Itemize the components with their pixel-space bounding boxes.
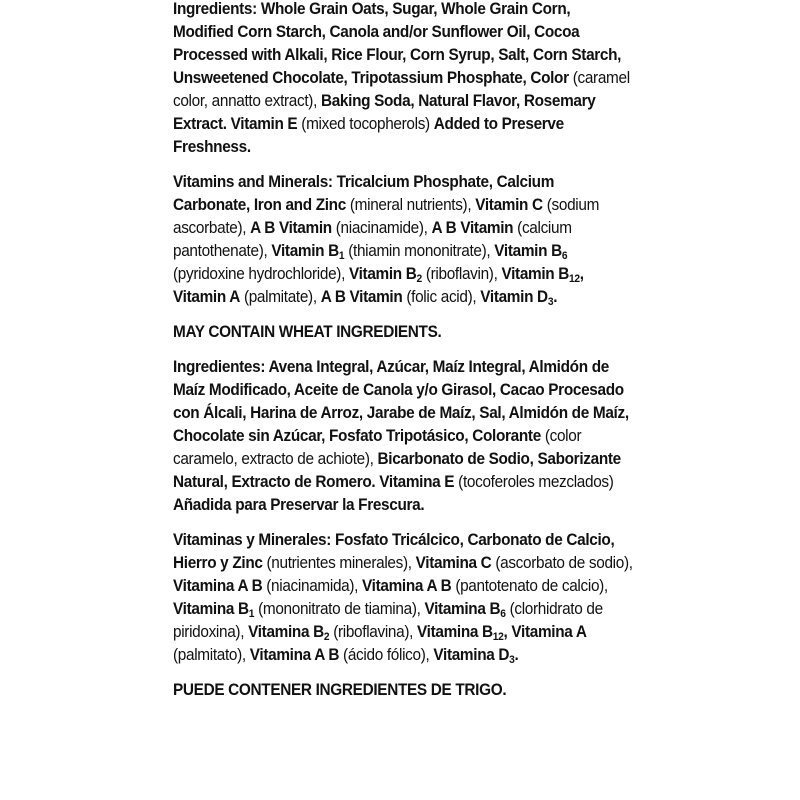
subscript-text: 1 xyxy=(248,608,255,620)
bold-text: A B Vitamin xyxy=(250,219,332,237)
plain-text: (pyridoxine hydrochloride), xyxy=(173,265,349,283)
bold-text: Vitamin B xyxy=(501,265,570,283)
bold-text: Added to Preserve Freshness. xyxy=(173,115,564,156)
plain-text: (folic acid), xyxy=(402,288,481,306)
bold-text: . xyxy=(514,646,519,664)
bold-text: Vitamina A B xyxy=(249,646,340,664)
plain-text: (pantotenato de calcio), xyxy=(451,577,608,595)
bold-text: Vitamin C xyxy=(475,196,543,214)
paragraph-allergen-en xyxy=(173,321,633,344)
plain-text: (niacinamida), xyxy=(262,577,363,595)
subscript-text: 2 xyxy=(416,273,422,285)
bold-text: Vitamina A B xyxy=(173,577,263,595)
bold-text: . xyxy=(553,288,558,306)
plain-text: (nutrientes minerales), xyxy=(262,554,416,572)
bold-text: MAY CONTAIN WHEAT INGREDIENTS. xyxy=(173,323,442,341)
plain-text: (ácido fólico), xyxy=(339,646,434,664)
bold-text: Vitamin B xyxy=(494,242,562,260)
paragraph-allergen-es xyxy=(173,679,633,702)
bold-text: , Vitamina A xyxy=(503,623,587,641)
plain-text: (niacinamide), xyxy=(331,219,432,237)
bold-text: , Vitamin A xyxy=(173,265,584,306)
bold-text: Vitamina A B xyxy=(362,577,452,595)
bold-text: Vitamina B xyxy=(248,623,324,641)
subscript-text: 3 xyxy=(509,654,515,666)
bold-text: Vitamina C xyxy=(415,554,492,572)
plain-text: (clorhidrato de piridoxina), xyxy=(173,600,603,641)
bold-text: Añadida para Preservar la Frescura. xyxy=(173,496,425,514)
plain-text: (tocoferoles mezclados) xyxy=(454,473,614,491)
bold-text: Vitamina B xyxy=(173,600,249,618)
plain-text: (caramel color, annatto extract), xyxy=(173,69,630,110)
paragraph-vitamins-es xyxy=(173,529,633,667)
bold-text: PUEDE CONTENER INGREDIENTES DE TRIGO. xyxy=(173,681,507,699)
plain-text: (mononitrato de tiamina), xyxy=(254,600,425,618)
bold-text: Vitamina B xyxy=(424,600,501,618)
subscript-text: 12 xyxy=(569,273,580,285)
plain-text: (thiamin mononitrate), xyxy=(344,242,495,260)
plain-text: (mixed tocopherols) xyxy=(297,115,434,133)
bold-text: Ingredients: Whole Grain Oats, Sugar, Whole Grain Corn, Modified Corn Starch, Canola and/or Sunflower Oil, Cocoa Processed with Alkali, Rice Flour, Corn Syrup, Salt, Corn Starch, Unsweetened Chocolate, Tripotassium Phosphate, Color xyxy=(173,0,622,87)
plain-text: (sodium ascorbate), xyxy=(173,196,600,237)
plain-text: (ascorbato de sodio), xyxy=(491,554,633,572)
bold-text: Vitamins and Minerals: Tricalcium Phosphate, Calcium Carbonate, Iron and Zinc xyxy=(173,173,555,214)
bold-text: Vitamina B xyxy=(417,623,493,641)
bold-text: A B Vitamin xyxy=(431,219,514,237)
bold-text: Vitamin B xyxy=(348,265,417,283)
ingredients-label xyxy=(173,0,633,714)
subscript-text: 1 xyxy=(338,250,345,262)
plain-text: (riboflavin), xyxy=(421,265,502,283)
paragraph-vitamins-en xyxy=(173,171,633,309)
bold-text: Ingredientes: Avena Integral, Azúcar, Maíz Integral, Almidón de Maíz Modificado, Aceite de Canola y/o Girasol, Cacao Procesado con Álcali, Harina de Arroz, Jarabe de Maíz, Sal, Almidón de Maíz, Chocolate sin Azúcar, Fosfato Tripotásico, Colorante xyxy=(173,358,629,445)
bold-text: A B Vitamin xyxy=(320,288,403,306)
bold-text: Vitaminas y Minerales: Fosfato Tricálcico, Carbonato de Calcio, Hierro y Zinc xyxy=(173,531,615,572)
paragraph-ingredients-es xyxy=(173,356,633,517)
subscript-text: 12 xyxy=(492,631,504,643)
bold-text: Vitamin B xyxy=(271,242,339,260)
plain-text: (color caramelo, extracto de achiote), xyxy=(173,427,582,468)
plain-text: (mineral nutrients), xyxy=(345,196,476,214)
subscript-text: 2 xyxy=(323,631,330,643)
plain-text: (riboflavina), xyxy=(329,623,418,641)
plain-text: (calcium pantothenate), xyxy=(173,219,572,260)
subscript-text: 3 xyxy=(547,296,554,308)
subscript-text: 6 xyxy=(561,250,568,262)
plain-text: (palmitato), xyxy=(173,646,250,664)
bold-text: Vitamin D xyxy=(480,288,548,306)
bold-text: Baking Soda, Natural Flavor, Rosemary Extract. Vitamin E xyxy=(173,92,596,133)
bold-text: Bicarbonato de Sodio, Saborizante Natural, Extracto de Romero. Vitamina E xyxy=(173,450,621,491)
bold-text: Vitamina D xyxy=(433,646,510,664)
subscript-text: 6 xyxy=(500,608,506,620)
paragraph-ingredients-en xyxy=(173,0,633,159)
plain-text: (palmitate), xyxy=(240,288,321,306)
